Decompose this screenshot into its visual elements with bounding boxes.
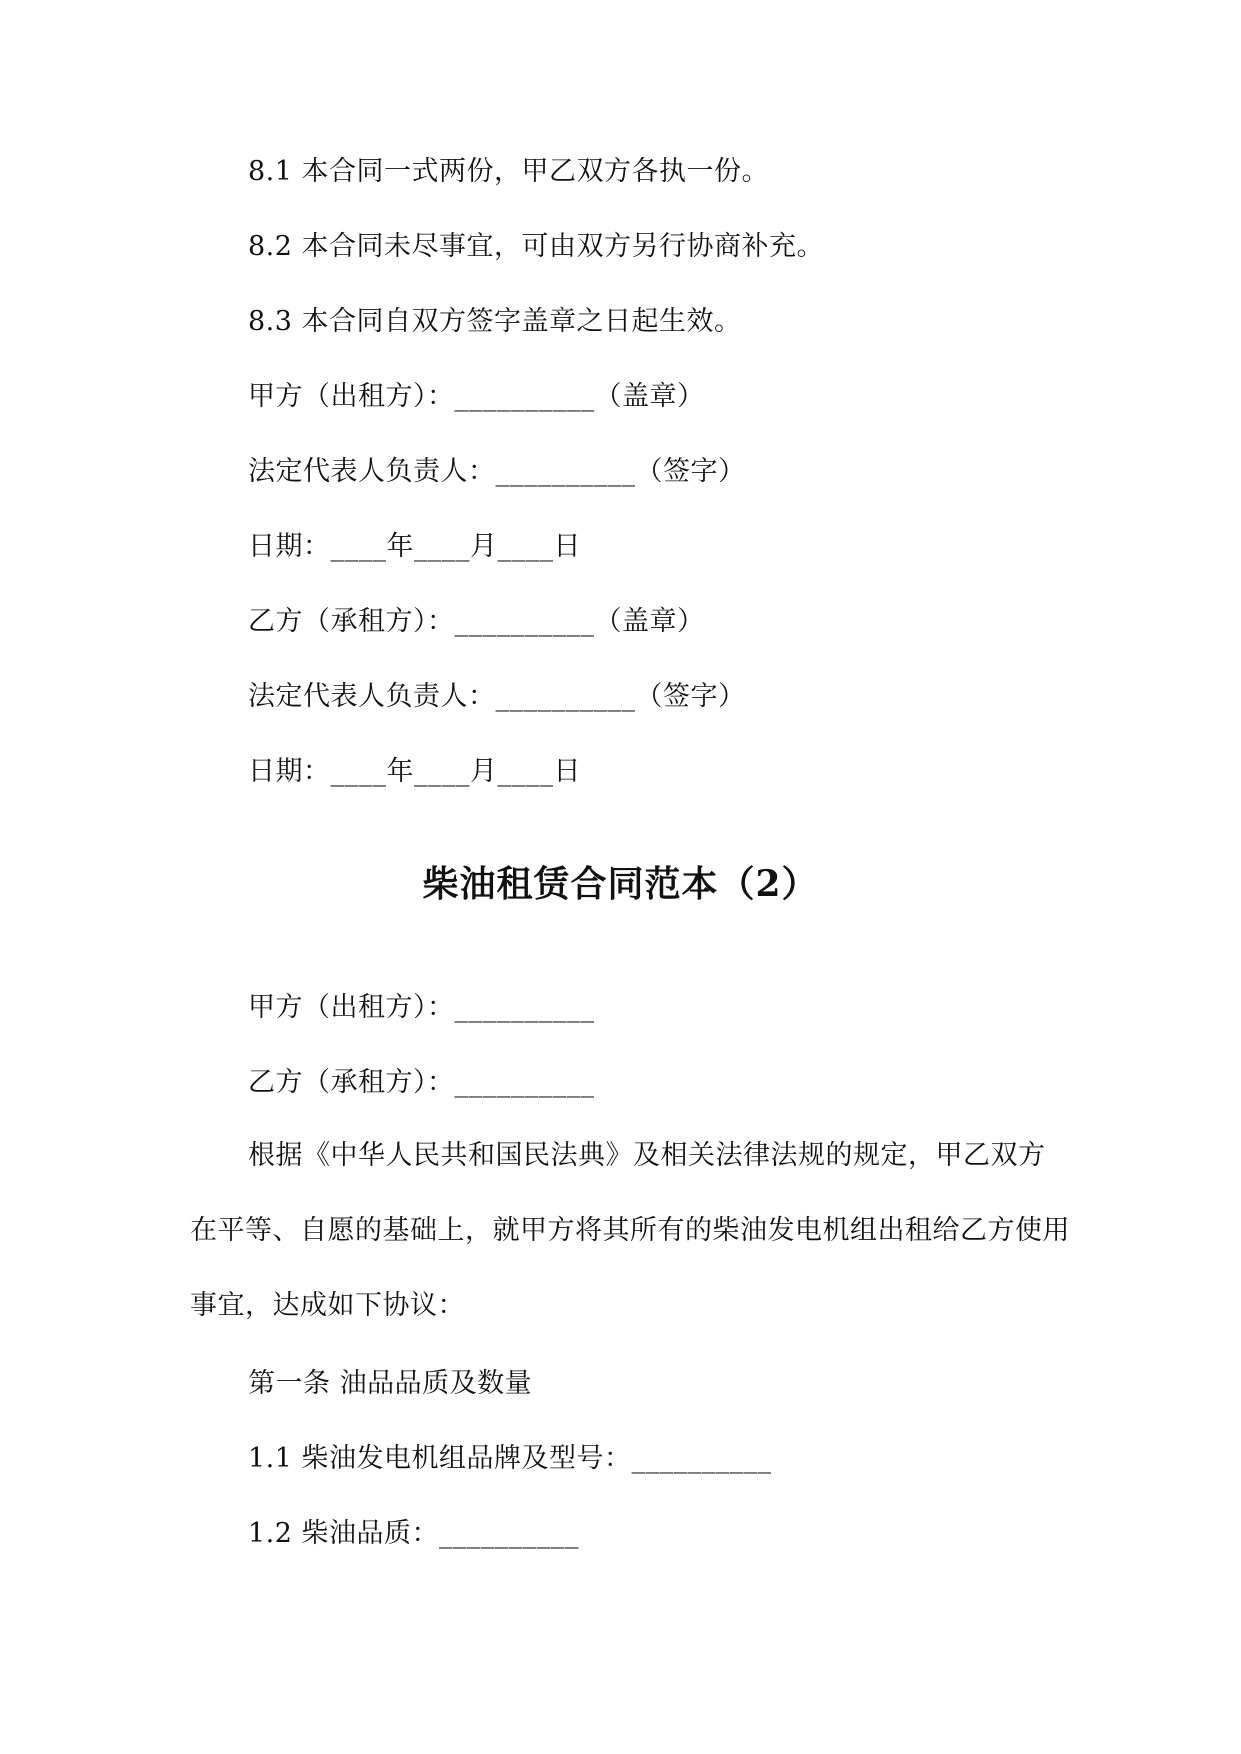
clause-1-2: 1.2 柴油品质：__________ (248, 1518, 580, 1549)
clause-8-3: 8.3 本合同自双方签字盖章之日起生效。 (248, 306, 742, 337)
contract2-preamble: 根据《中华人民共和国民法典》及相关法律法规的规定，甲乙双方在平等、自愿的基础上，就甲方将其所有的柴油发电机组出租给乙方使用事宜，达成如下协议： (190, 1140, 1070, 1321)
clause-1-1: 1.1 柴油发电机组品牌及型号：__________ (248, 1443, 772, 1474)
clause-8-2: 8.2 本合同未尽事宜，可由双方另行协商补充。 (248, 231, 825, 262)
party-b-representative-line: 法定代表人负责人：__________（签字） (248, 681, 746, 712)
party-a-date-line: 日期：____年____月____日 (248, 531, 581, 562)
contract-title: 柴油租赁合同范本（2） (422, 863, 819, 905)
party-a-seal-line: 甲方（出租方）：__________（盖章） (248, 381, 705, 412)
clause-8-1: 8.1 本合同一式两份，甲乙双方各执一份。 (248, 156, 770, 187)
contract2-party-b: 乙方（承租方）：__________ (248, 1067, 595, 1098)
party-b-seal-line: 乙方（承租方）：__________（盖章） (248, 606, 705, 637)
party-b-date-line: 日期：____年____月____日 (248, 756, 581, 787)
article-1-heading: 第一条 油品品质及数量 (248, 1368, 533, 1399)
contract2-party-a: 甲方（出租方）：__________ (248, 992, 595, 1023)
party-a-representative-line: 法定代表人负责人：__________（签字） (248, 456, 746, 487)
